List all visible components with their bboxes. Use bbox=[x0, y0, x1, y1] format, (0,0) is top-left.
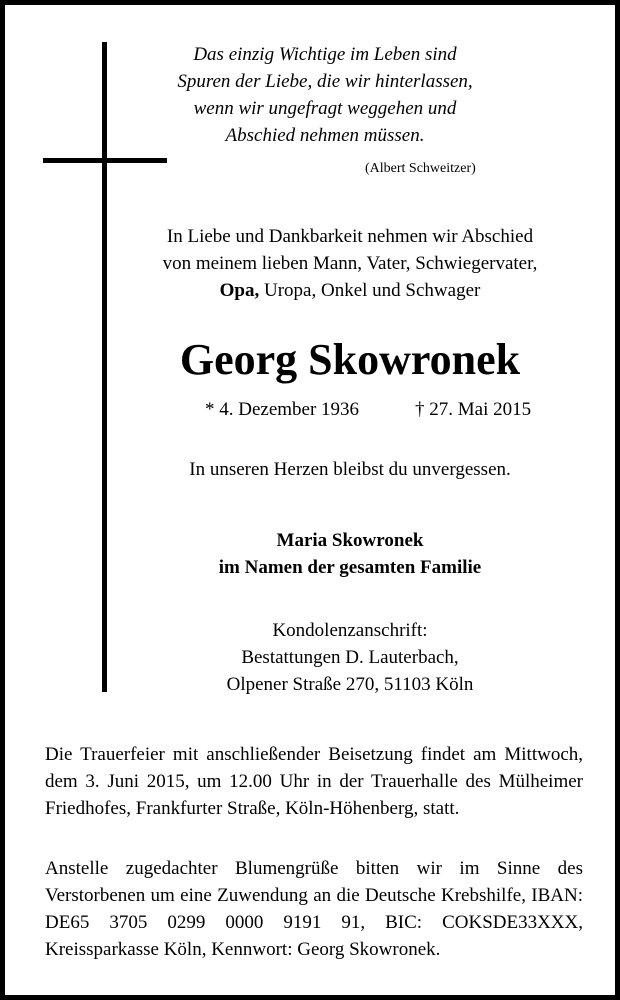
condolence-street: Olpener Straße 270, 51103 Köln bbox=[226, 674, 474, 695]
condolence-address bbox=[140, 617, 560, 698]
quote-line: wenn wir ungefragt weggehen und bbox=[193, 98, 457, 119]
signers bbox=[140, 527, 560, 581]
cross-icon bbox=[102, 42, 107, 692]
death-date: † 27. Mai 2015 bbox=[415, 399, 532, 420]
quote-line: Das einzig Wichtige im Leben sind bbox=[193, 44, 457, 65]
signer-name: Maria Skowronek bbox=[276, 530, 424, 551]
deceased-name: Georg Skowronek bbox=[179, 335, 521, 384]
condolence-company: Bestattungen D. Lauterbach, bbox=[241, 647, 459, 668]
quote-line: Spuren der Liebe, die wir hinterlassen, bbox=[177, 71, 473, 92]
signer-family: im Namen der gesamten Familie bbox=[218, 557, 482, 578]
cross-icon-bar bbox=[43, 158, 167, 163]
quote-line: Abschied nehmen müssen. bbox=[225, 125, 425, 146]
intro-line: von meinem lieben Mann, Vater, Schwiegervater, bbox=[162, 253, 538, 274]
intro-line: In Liebe und Dankbarkeit nehmen wir Abschied bbox=[166, 226, 534, 247]
birth-date: * 4. Dezember 1936 bbox=[205, 399, 360, 420]
intro-line-rest: Uropa, Onkel und Schwager bbox=[259, 280, 481, 301]
intro-line bbox=[140, 277, 560, 304]
intro-text bbox=[140, 223, 560, 304]
quote-author: (Albert Schweitzer) bbox=[365, 161, 476, 176]
motto: In unseren Herzen bleibst du unvergessen. bbox=[189, 459, 511, 480]
intro-bold-word: Opa, bbox=[219, 280, 260, 301]
quote bbox=[165, 41, 485, 149]
funeral-info: Die Trauerfeier mit anschließender Beisetzung findet am Mittwoch, dem 3. Juni 2015, um 12.00 Uhr in der Trauerhalle des Mülheimer Friedhofes, Frankfurter Straße, Köln-Höhenberg, statt. bbox=[45, 744, 583, 819]
donation-info: Anstelle zugedachter Blumengrüße bitten wir im Sinne des Verstorbenen um eine Zuwendung an die Deutsche Krebshilfe, IBAN: DE65 3705 0299 0000 9191 91, BIC: COKSDE33XXX, Kreissparkasse Köln, Kennwort: Georg Skowronek. bbox=[45, 858, 583, 960]
condolence-label: Kondolenzanschrift: bbox=[272, 620, 428, 641]
